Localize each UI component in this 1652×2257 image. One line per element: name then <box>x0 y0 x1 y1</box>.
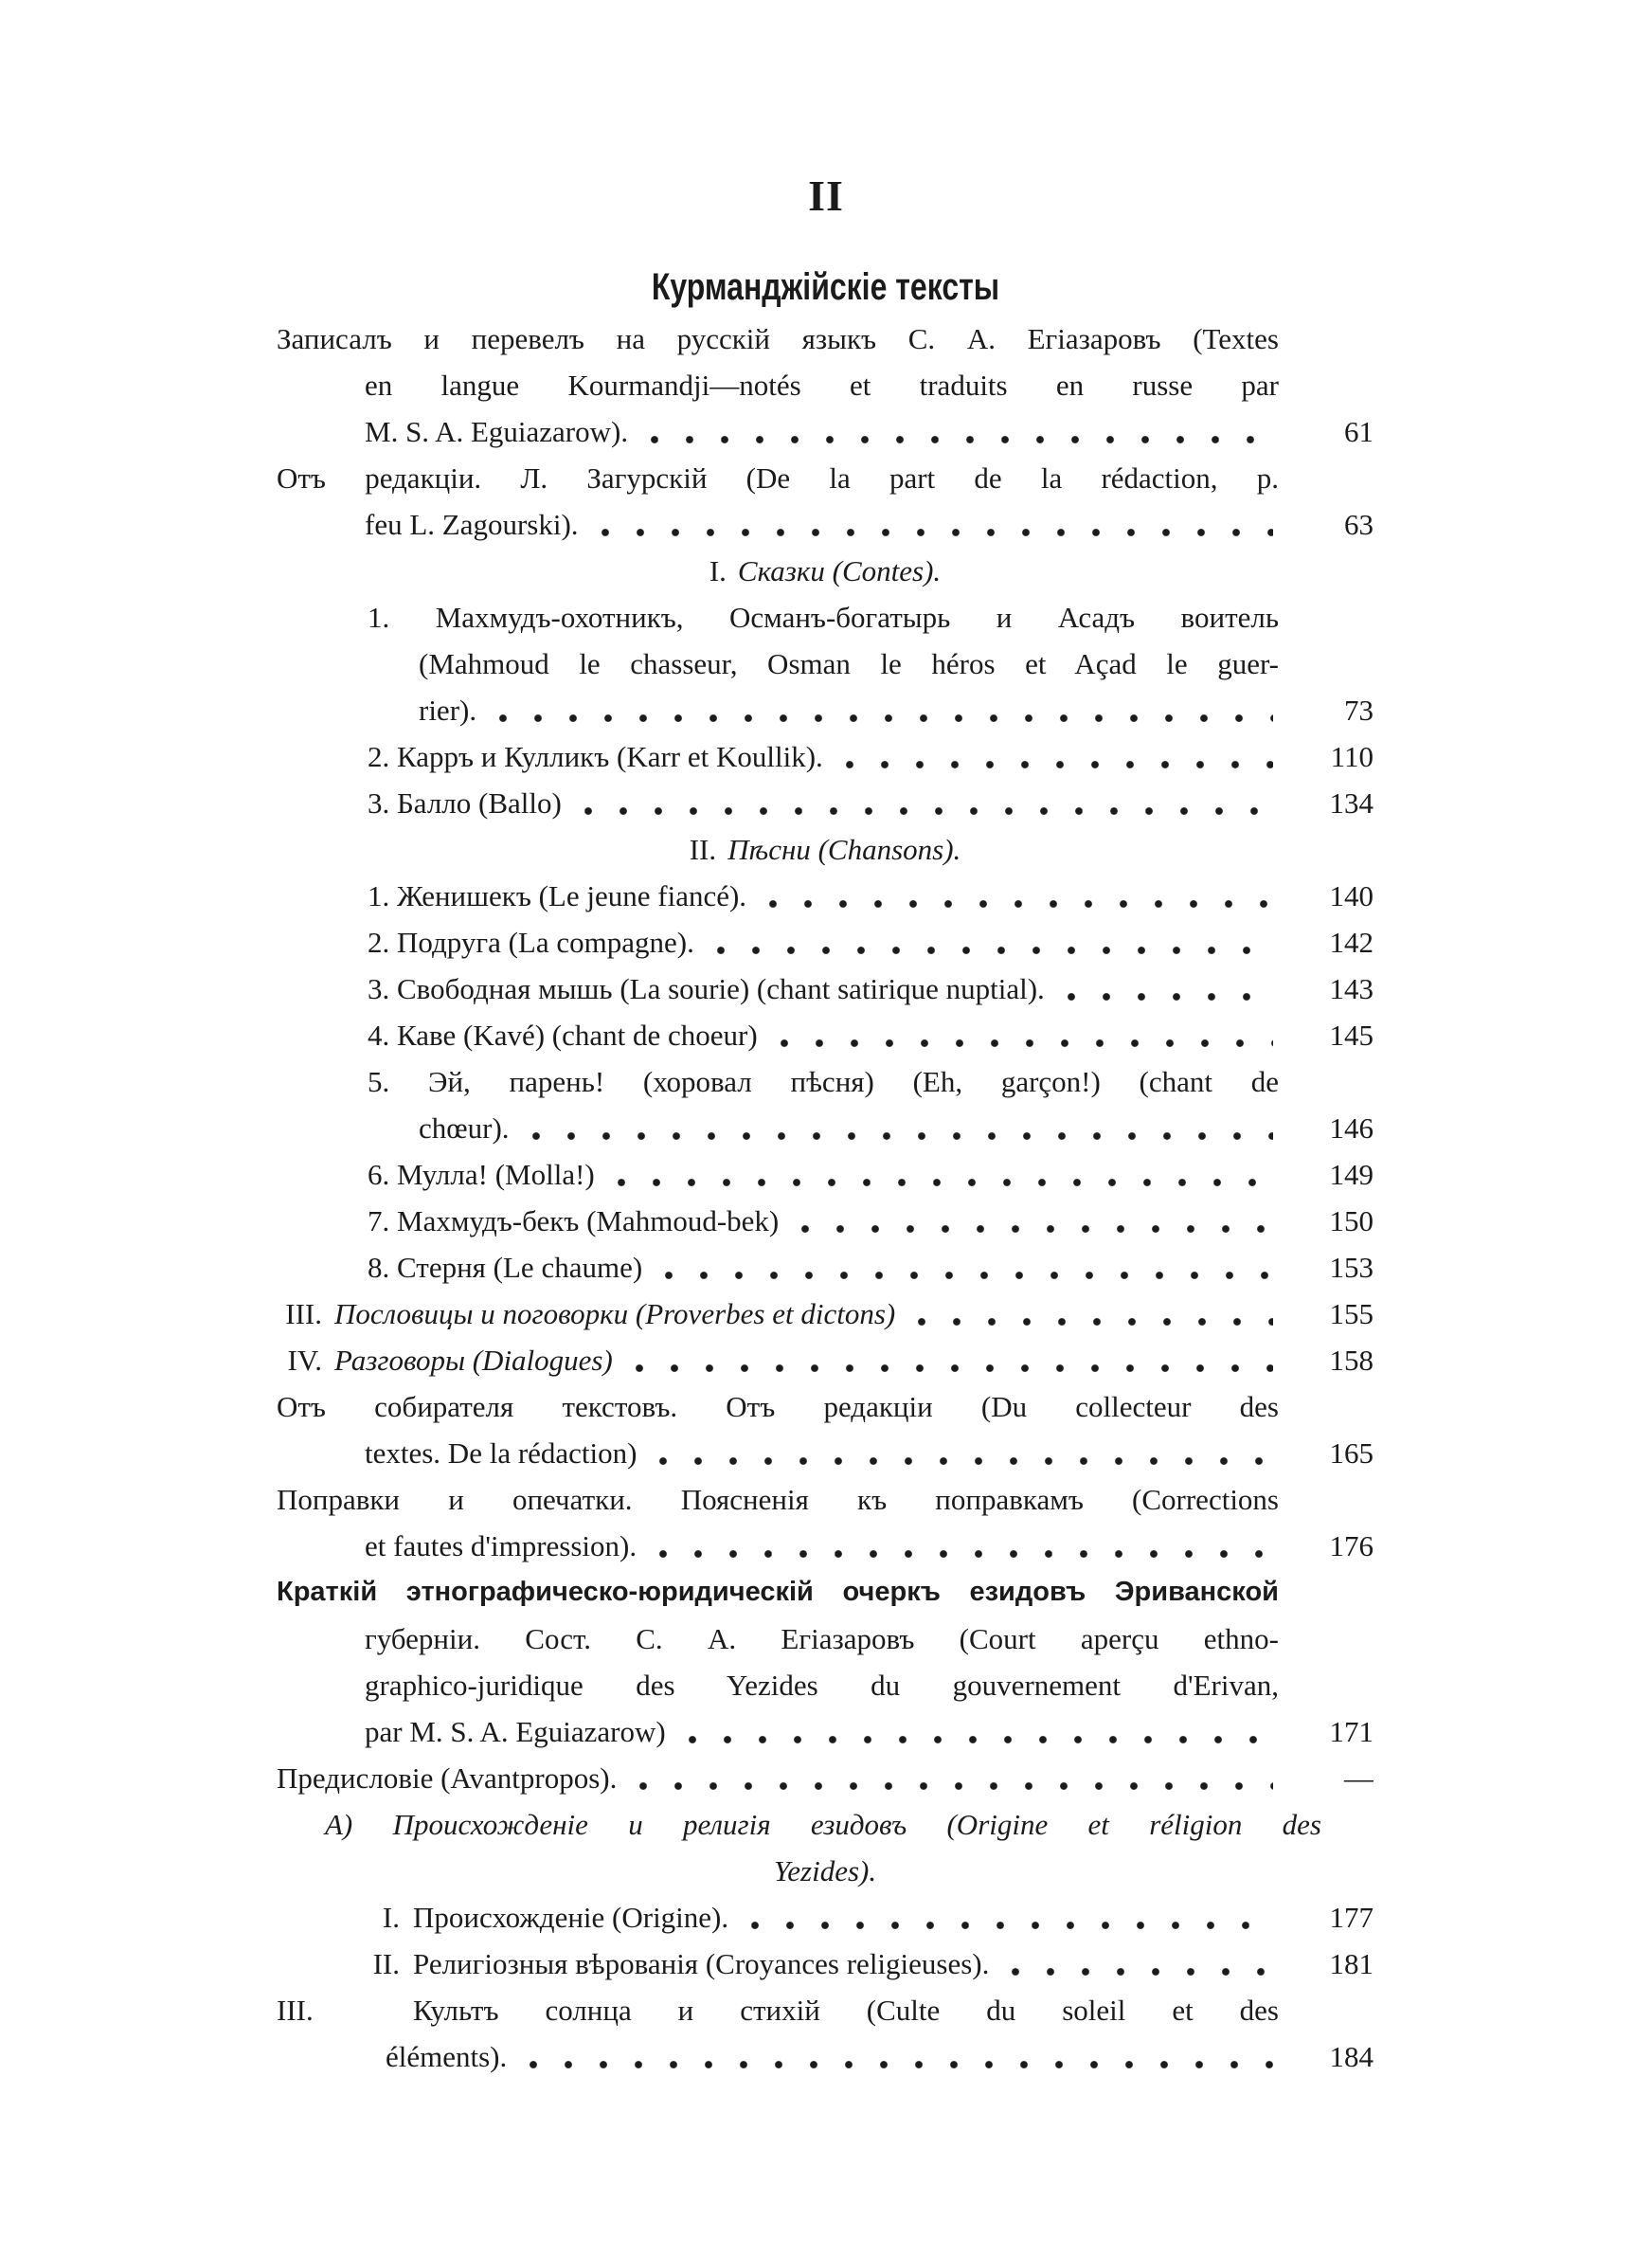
toc-line-text: 6. Мулла! (Molla!) <box>368 1158 595 1191</box>
page-number: 146 <box>1329 1111 1374 1145</box>
page-number: — <box>1344 1761 1374 1795</box>
entry-title: Религіозныя вѣрованія (Croyances religieuses). <box>413 1947 990 1980</box>
toc-line <box>277 826 1374 873</box>
dot-leader <box>706 919 1273 966</box>
toc-line-text: 8. Стерня (Le chaume) <box>368 1251 643 1284</box>
dot-leader <box>590 501 1273 548</box>
entry-title: Культъ солнца и стихій (Culte du soleil et des <box>413 1994 1279 2027</box>
page-number: 134 <box>1329 786 1374 820</box>
toc-line-text <box>277 1337 613 1383</box>
dot-leader <box>628 1755 1273 1801</box>
dot-leader <box>573 780 1273 826</box>
toc-line <box>277 1058 1374 1105</box>
toc-line-text: M. S. A. Eguiazarow). <box>365 415 629 448</box>
toc-line <box>277 362 1374 408</box>
toc-line <box>277 2033 1374 2080</box>
page-number: 145 <box>1329 1019 1374 1052</box>
entry-title: Разговоры (Dialogues) <box>334 1344 613 1377</box>
page-number <box>1321 1801 1374 1848</box>
toc-line-text: Поправки и опечатки. Поясненія къ поправкамъ (Corrections <box>277 1483 1279 1516</box>
page-number: 176 <box>1329 1529 1374 1562</box>
page-number <box>1279 455 1374 501</box>
toc-line-text <box>277 1941 989 1987</box>
page-number <box>1279 594 1374 641</box>
toc-line <box>277 548 1374 594</box>
dot-leader <box>518 2033 1273 2080</box>
page-number: 61 <box>1344 415 1374 448</box>
dot-leader <box>907 1291 1273 1337</box>
entry-title: Пѣсни (Chansons). <box>727 833 961 866</box>
page-number <box>1279 1662 1374 1708</box>
dot-leader <box>835 733 1273 780</box>
toc-line-text <box>277 1987 1279 2033</box>
dot-leader <box>488 687 1273 733</box>
toc-line <box>277 1894 1374 1941</box>
toc-line <box>277 1569 1374 1616</box>
toc-line <box>277 1291 1374 1337</box>
toc-line-text: rier). <box>419 694 477 727</box>
toc-line-text: en langue Kourmandji—notés et traduits en russe par <box>365 369 1279 402</box>
toc-line <box>277 1012 1374 1058</box>
dot-leader <box>624 1337 1273 1383</box>
toc-line-text: 3. Свободная мышь (La sourie) (chant satirique nuptial). <box>368 972 1045 1005</box>
roman-numeral: II. <box>689 833 717 866</box>
toc-line-text <box>277 1291 895 1337</box>
dot-leader <box>654 1244 1273 1291</box>
page-number <box>1279 1569 1374 1616</box>
toc-line <box>277 733 1374 780</box>
toc-line <box>277 316 1374 362</box>
toc-line-text: Записалъ и перевелъ на русскій языкъ С. А. Егіазаровъ (Textes <box>277 322 1279 355</box>
section-heading <box>0 262 1652 312</box>
page-number <box>1279 641 1374 687</box>
toc-line <box>277 1244 1374 1291</box>
roman-numeral: I. <box>382 1901 400 1934</box>
toc-line-text: Отъ собирателя текстовъ. Отъ редакціи (Du collecteur des <box>277 1390 1279 1423</box>
toc-line <box>277 780 1374 826</box>
page-number: 140 <box>1329 879 1374 912</box>
roman-numeral: I. <box>709 554 727 587</box>
toc-line <box>277 1337 1374 1383</box>
toc-line <box>277 1383 1374 1430</box>
toc-line <box>277 1523 1374 1569</box>
toc-line-text: et fautes d'impression). <box>365 1529 637 1562</box>
page-number: 63 <box>1344 508 1374 541</box>
toc-line <box>277 455 1374 501</box>
roman-numeral: III. <box>285 1297 322 1330</box>
toc-line <box>277 1801 1374 1848</box>
toc-line <box>277 1105 1374 1151</box>
page-number: 184 <box>1329 2040 1374 2073</box>
toc-line-text <box>277 826 1374 873</box>
toc-line-text: 1. Махмудъ-охотникъ, Османъ-богатырь и Асадъ воитель <box>368 601 1279 634</box>
toc-line-text: Yezides). <box>773 1854 877 1887</box>
table-of-contents <box>0 316 1652 2080</box>
dot-leader <box>521 1105 1273 1151</box>
toc-line-text: éléments). <box>386 2040 508 2073</box>
page-number: 149 <box>1329 1158 1374 1191</box>
dot-leader <box>1056 966 1273 1012</box>
toc-line-text: textes. De la rédaction) <box>365 1436 637 1470</box>
toc-line-text: 1. Женишекъ (Le jeune fiancé). <box>368 879 747 912</box>
toc-line <box>277 408 1374 455</box>
dot-leader <box>769 1012 1273 1058</box>
entry-title: Пословицы и поговорки (Proverbes et dictons) <box>334 1297 896 1330</box>
toc-line-text: feu L. Zagourski). <box>365 508 579 541</box>
roman-numeral: II. <box>372 1947 400 1980</box>
toc-line-text: graphico-juridique des Yezides du gouvernement d'Erivan, <box>365 1669 1279 1702</box>
roman-numeral: IV. <box>287 1344 322 1377</box>
toc-line <box>277 1616 1374 1662</box>
toc-line-text: Отъ редакціи. Л. Загурскій (De la part de la rédaction, p. <box>277 461 1279 495</box>
page-number <box>1279 1476 1374 1523</box>
page-number: 181 <box>1329 1947 1374 1980</box>
toc-line <box>277 873 1374 919</box>
toc-line <box>277 1151 1374 1198</box>
dot-leader <box>639 408 1273 455</box>
page-number: 171 <box>1329 1715 1374 1748</box>
toc-line-text: (Mahmoud le chasseur, Osman le héros et Açad le guer- <box>419 647 1279 680</box>
page-number: 150 <box>1329 1204 1374 1237</box>
toc-line-text <box>277 1894 728 1941</box>
page-number <box>1279 1383 1374 1430</box>
dot-leader <box>758 873 1273 919</box>
dot-leader <box>677 1708 1273 1755</box>
toc-line-text: 2. Карръ и Кулликъ (Karr et Koullik). <box>368 740 823 773</box>
toc-line <box>277 594 1374 641</box>
toc-line-text: 7. Махмудъ-бекъ (Mahmoud-bek) <box>368 1204 780 1237</box>
dot-leader <box>740 1894 1273 1941</box>
toc-line <box>277 1755 1374 1801</box>
entry-title: Сказки (Contes). <box>737 554 942 587</box>
page-number: 110 <box>1330 740 1374 773</box>
toc-line-text: 2. Подруга (La compagne). <box>368 926 694 959</box>
toc-line <box>277 641 1374 687</box>
toc-line-text: Предисловіе (Avantpropos). <box>277 1761 618 1795</box>
toc-line-text: А) Происхожденіе и религія езидовъ (Origine et réligion des <box>325 1808 1321 1841</box>
toc-line-text: chœur). <box>419 1111 510 1145</box>
roman-numeral: III. <box>277 1994 314 2027</box>
toc-line-text: 5. Эй, парень! (хоровал пѣсня) (Eh, garçon!) (chant de <box>368 1065 1279 1098</box>
toc-line-text: par M. S. A. Eguiazarow) <box>365 1715 666 1748</box>
page-number: 153 <box>1329 1251 1374 1284</box>
toc-line-text <box>277 548 1374 594</box>
toc-line <box>277 1987 1374 2033</box>
toc-line-text: губерніи. Сост. С. А. Егіазаровъ (Court aperçu ethno- <box>365 1622 1279 1655</box>
dot-leader <box>648 1430 1273 1476</box>
toc-line <box>277 966 1374 1012</box>
page-folio: II <box>808 172 844 220</box>
toc-line <box>277 1941 1374 1987</box>
page-number: 158 <box>1329 1344 1374 1377</box>
page-number <box>1279 1616 1374 1662</box>
toc-line <box>277 1198 1374 1244</box>
page-number: 165 <box>1329 1436 1374 1470</box>
toc-line <box>277 1430 1374 1476</box>
page-number <box>1279 362 1374 408</box>
dot-leader <box>1000 1941 1273 1987</box>
toc-line-text: 4. Каве (Kavé) (chant de choeur) <box>368 1019 758 1052</box>
section-heading-text: Курманджійскіе тексты <box>652 266 1000 308</box>
toc-line-text: Краткій этнографическо-юридическій очеркъ езидовъ Эриванской <box>277 1577 1279 1607</box>
toc-line-text: 3. Балло (Ballo) <box>368 786 562 820</box>
toc-line <box>277 1708 1374 1755</box>
toc-line <box>277 1476 1374 1523</box>
page-number: 177 <box>1329 1901 1374 1934</box>
toc-line <box>277 1662 1374 1708</box>
entry-title: Происхожденіе (Origine). <box>413 1901 729 1934</box>
dot-leader <box>790 1198 1273 1244</box>
toc-line <box>277 687 1374 733</box>
page-number: 143 <box>1329 972 1374 1005</box>
page-number: 73 <box>1344 694 1374 727</box>
toc-line <box>277 501 1374 548</box>
toc-line <box>277 1848 1374 1894</box>
dot-leader <box>606 1151 1273 1198</box>
page-number <box>1279 1058 1374 1105</box>
dot-leader <box>648 1523 1273 1569</box>
toc-line <box>277 919 1374 966</box>
page-number <box>1279 316 1374 362</box>
page-number: 142 <box>1329 926 1374 959</box>
page-number: 155 <box>1329 1297 1374 1330</box>
page-number <box>1279 1987 1374 2033</box>
